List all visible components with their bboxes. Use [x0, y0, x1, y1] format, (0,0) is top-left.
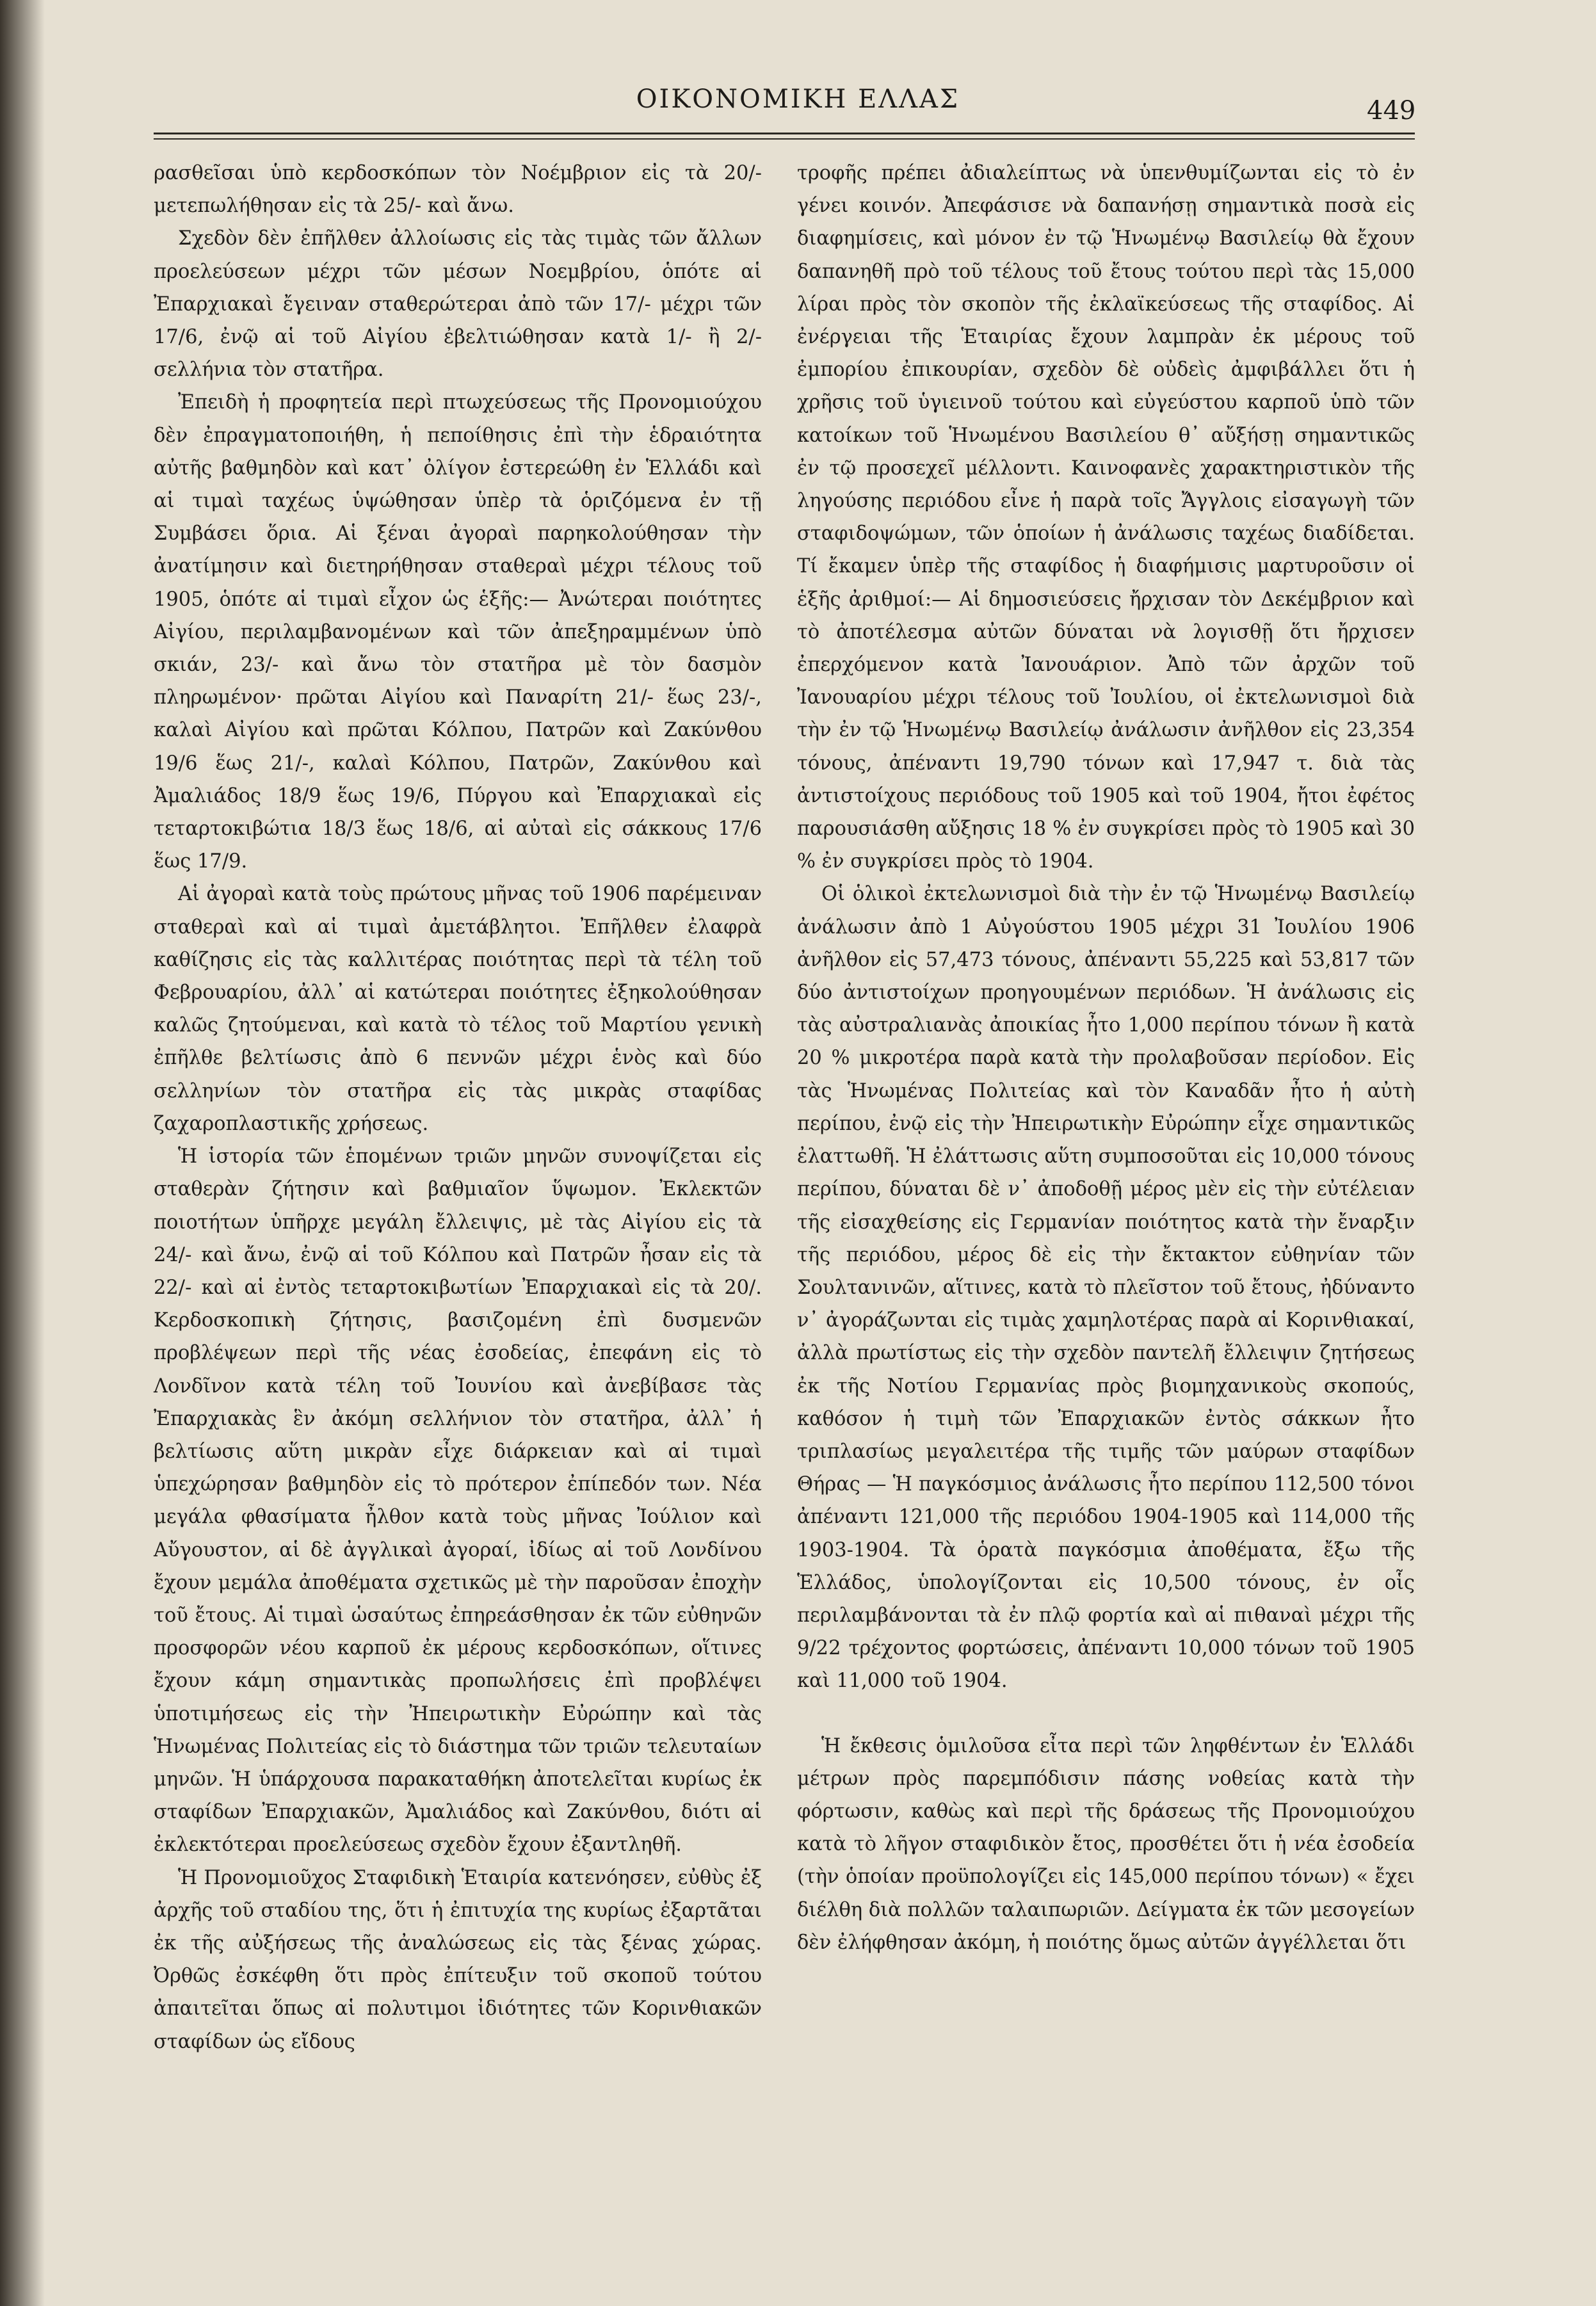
paragraph: Οἱ ὁλικοὶ ἐκτελωνισμοὶ διὰ τὴν ἐν τῷ Ἡνωμένῳ Βασιλείῳ ἀνάλωσιν ἀπὸ 1 Αὐγούστου 1905 μέχρι 31 Ἰουλίου 1906 ἀνῆλθον εἰς 57,473 τόνους, ἀπέναντι 55,225 καὶ 53,817 τῶν δύο ἀντιστοίχων προηγουμένων περιόδων. Ἡ ἀνάλωσις εἰς τὰς αὐστραλιανὰς ἀποικίας ἦτο 1,000 περίπου τόνων ἢ κατὰ 20 % μικροτέρα παρὰ κατὰ τὴν προλαβοῦσαν περίοδον. Εἰς τὰς Ἡνωμένας Πολιτείας καὶ τὸν Καναδᾶν ἦτο ἡ αὐτὴ περίπου, ἐνῷ εἰς τὴν Ἠπειρωτικὴν Εὐρώπην εἶχε σημαντικῶς ἐλαττωθῆ. Ἡ ἐλάττωσις αὕτη συμποσοῦται εἰς 10,000 τόνους περίπου, δύναται δὲ ν᾽ ἀποδοθῇ μέρος μὲν εἰς τὴν εὐτέλειαν τῆς εἰσαχθείσης εἰς Γερμανίαν ποιότητος κατὰ τὴν ἔναρξιν τῆς περιόδου, μέρος δὲ εἰς τὴν ἔκτακτον εὐθηνίαν τῶν Σουλτανινῶν, αἵτινες, κατὰ τὸ πλεῖστον τοῦ ἔτους, ἠδύναντο ν᾽ ἀγοράζωνται εἰς τιμὰς χαμηλοτέρας παρὰ αἱ Κορινθιακαί, ἀλλὰ πρωτίστως εἰς τὴν σχεδὸν παντελῆ ἔλλειψιν ζητήσεως ἐκ τῆς Νοτίου Γερμανίας πρὸς βιομηχανικοὺς σκοπούς, καθόσον ἡ τιμὴ τῶν Ἐπαρχιακῶν ἐντὸς σάκκων ἦτο τριπλασίως μεγαλειτέρα τῆς τιμῆς τῶν μαύρων σταφίδων Θήρας — Ἡ παγκόσμιος ἀνάλωσις ἦτο περίπου 112,500 τόνοι ἀπέναντι 121,000 τῆς περιόδου 1904-1905 καὶ 114,000 τῆς 1903-1904. Τὰ ὁρατὰ παγκόσμια ἀποθέματα, ἔξω τῆς Ἑλλάδος, ὑπολογίζονται εἰς 10,500 τόνους, ἐν οἷς περιλαμβάνονται τὰ ἐν πλῷ φορτία καὶ αἱ πιθαναὶ μέχρι τῆς 9/22 τρέχοντος φορτώσεις, ἀπέναντι 10,000 τόνων τοῦ 1905 καὶ 11,000 τοῦ 1904. — [797, 883, 1415, 1693]
paragraph: Ἡ ἱστορία τῶν ἑπομένων τριῶν μηνῶν συνοψίζεται εἰς σταθερὰν ζήτησιν καὶ βαθμιαῖον ὕψωμον. Ἐκλεκτῶν ποιοτήτων ὑπῆρχε μεγάλη ἔλλειψις, μὲ τὰς Αἰγίου εἰς τὰ 24/- καὶ ἄνω, ἐνῷ αἱ τοῦ Κόλπου καὶ Πατρῶν ἦσαν εἰς τὰ 22/- καὶ αἱ ἐντὸς τεταρτοκιβωτίων Ἐπαρχιακαὶ εἰς τὰ 20/. Κερδοσκοπικὴ ζήτησις, βασιζομένη ἐπὶ δυσμενῶν προβλέψεων περὶ τῆς νέας ἐσοδείας, ἐπεφάνη εἰς τὸ Λονδῖνον κατὰ τέλη τοῦ Ἰουνίου καὶ ἀνεβίβασε τὰς Ἐπαρχιακὰς ἓν ἀκόμη σελλήνιον τὸν στατῆρα, ἀλλ᾽ ἡ βελτίωσις αὕτη μικρὰν εἶχε διάρκειαν καὶ αἱ τιμαὶ ὑπεχώρησαν βαθμηδὸν εἰς τὸ πρότερον ἐπίπεδόν των. Νέα μεγάλα φθασίματα ἦλθον κατὰ τοὺς μῆνας Ἰούλιον καὶ Αὔγουστον, αἱ δὲ ἀγγλικαὶ ἀγοραί, ἰδίως αἱ τοῦ Λονδίνου ἔχουν μεμάλα ἀποθέματα σχετικῶς μὲ τὴν παροῦσαν ἐποχὴν τοῦ ἔτους. Αἱ τιμαὶ ὡσαύτως ἐπηρεάσθησαν ἐκ τῶν εὐθηνῶν προσφορῶν νέου καρποῦ ἐκ μέρους κερδοσκόπων, οἵτινες ἔχουν κάμη σημαντικὰς προπωλήσεις ἐπὶ προβλέψει ὑποτιμήσεως εἰς τὴν Ἠπειρωτικὴν Εὐρώπην καὶ τὰς Ἡνωμένας Πολιτείας εἰς τὸ διάστημα τῶν τριῶν τελευταίων μηνῶν. Ἡ ὑπάρχουσα παρακαταθήκη ἀποτελεῖται κυρίως ἐκ σταφίδων Ἐπαρχιακῶν, Ἀμαλιάδος καὶ Ζακύνθου, διότι αἱ ἐκλεκτότεραι προελεύσεως σχεδὸν ἔχουν ἐξαντληθῆ. — [154, 1145, 762, 1857]
header-rule-bottom — [154, 138, 1415, 140]
page-gutter-shadow — [0, 0, 45, 2306]
right-column — [797, 157, 1415, 1959]
page-number: 449 — [1367, 96, 1416, 125]
left-column — [154, 157, 762, 2058]
paragraph: τροφῆς πρέπει ἀδιαλείπτως νὰ ὑπενθυμίζωνται εἰς τὸ ἐν γένει κοινόν. Ἀπεφάσισε νὰ δαπανήσῃ σημαντικὰ ποσὰ εἰς διαφημίσεις, καὶ μόνον ἐν τῷ Ἡνωμένῳ Βασιλείῳ θὰ ἔχουν δαπανηθῆ πρὸ τοῦ τέλους τοῦ ἔτους τούτου περὶ τὰς 15,000 λίραι πρὸς τὸν σκοπὸν τῆς ἐκλαϊκεύσεως τῆς σταφίδος. Αἱ ἐνέργειαι τῆς Ἑταιρίας ἔχουν λαμπρὰν ἐκ μέρους τοῦ ἐμπορίου ἐπικουρίαν, σχεδὸν δὲ οὐδεὶς ἀμφιβάλλει ὅτι ἡ χρῆσις τοῦ ὑγιεινοῦ τούτου καὶ εὐγεύστου καρποῦ ὑπὸ τῶν κατοίκων τοῦ Ἡνωμένου Βασιλείου θ᾽ αὔξήσῃ σημαντικῶς ἐν τῷ προσεχεῖ μέλλοντι. Καινοφανὲς χαρακτηριστικὸν τῆς ληγούσης περιόδου εἶνε ἡ παρὰ τοῖς Ἄγγλοις εἰσαγωγὴ τῶν σταφιδοψώμων, τῶν ὁποίων ἡ ἀνάλωσις ταχέως διαδίδεται. Τί ἔκαμεν ὑπὲρ τῆς σταφίδος ἡ διαφήμισις μαρτυροῦσιν οἱ ἑξῆς ἀριθμοί:— Αἱ δημοσιεύσεις ἤρχισαν τὸν Δεκέμβριον καὶ τὸ ἀποτέλεσμα αὐτῶν δύναται νὰ λογισθῇ ὅτι ἤρχισεν ἐπερχόμενον κατὰ Ἰανουάριον. Ἀπὸ τῶν ἀρχῶν τοῦ Ἰανουαρίου μέχρι τέλους τοῦ Ἰουλίου, οἱ ἐκτελωνισμοὶ διὰ τὴν ἐν τῷ Ἡνωμένῳ Βασιλείῳ ἀνάλωσιν ἀνῆλθον εἰς 23,354 τόνους, ἀπέναντι 19,790 τόνων καὶ 17,947 τ. διὰ τὰς ἀντιστοίχους περιόδους τοῦ 1905 καὶ τοῦ 1904, ἤτοι ἐφέτος παρουσιάσθη αὔξησις 18 % ἐν συγκρίσει πρὸς τὸ 1905 καὶ 30 % ἐν συγκρίσει πρὸς τὸ 1904. — [797, 162, 1415, 873]
paragraph: Σχεδὸν δὲν ἐπῆλθεν ἀλλοίωσις εἰς τὰς τιμὰς τῶν ἄλλων προελεύσεων μέχρι τῶν μέσων Νοεμβρίου, ὁπότε αἱ Ἐπαρχιακαὶ ἔγειναν σταθερώτεραι ἀπὸ τῶν 17/- μέχρι τῶν 17/6, ἐνῷ αἱ τοῦ Αἰγίου ἐβελτιώθησαν κατὰ 1/- ἢ 2/- σελλήνια τὸν στατῆρα. — [154, 227, 762, 382]
paragraph: Ἐπειδὴ ἡ προφητεία περὶ πτωχεύσεως τῆς Προνομιούχου δὲν ἐπραγματοποιήθη, ἡ πεποίθησις ἐπὶ τὴν ἑδραιότητα αὐτῆς βαθμηδὸν καὶ κατ᾽ ὀλίγον ἐστερεώθη ἐν Ἑλλάδι καὶ αἱ τιμαὶ ταχέως ὑψώθησαν ὑπὲρ τὰ ὁριζόμενα ἐν τῇ Συμβάσει ὅρια. Αἱ ξέναι ἀγοραὶ παρηκολούθησαν τὴν ἀνατίμησιν καὶ διετηρήθησαν σταθεραὶ μέχρι τέλους τοῦ 1905, ὁπότε αἱ τιμαὶ εἶχον ὡς ἑξῆς:— Ἀνώτεραι ποιότητες Αἰγίου, περιλαμβανομένων καὶ τῶν ἀπεξηραμμένων ὑπὸ σκιάν, 23/- καὶ ἄνω τὸν στατῆρα μὲ τὸν δασμὸν πληρωμένον· πρῶται Αἰγίου καὶ Παναρίτη 21/- ἕως 23/-, καλαὶ Αἰγίου καὶ πρῶται Κόλπου, Πατρῶν καὶ Ζακύνθου 19/6 ἕως 21/-, καλαὶ Κόλπου, Πατρῶν, Ζακύνθου καὶ Ἀμαλιάδος 18/9 ἕως 19/6, Πύργου καὶ Ἐπαρχιακαὶ εἰς τεταρτοκιβώτια 18/3 ἕως 18/6, αἱ αὐταὶ εἰς σάκκους 17/6 ἕως 17/9. — [154, 391, 762, 873]
paragraph: Ἡ Προνομιοῦχος Σταφιδικὴ Ἑταιρία κατενόησεν, εὐθὺς ἐξ ἀρχῆς τοῦ σταδίου της, ὅτι ἡ ἐπιτυχία της κυρίως ἐξαρτᾶται ἐκ τῆς αὐξήσεως τῆς ἀναλώσεως εἰς τὰς ξένας χώρας. Ὀρθῶς ἐσκέφθη ὅτι πρὸς ἐπίτευξιν τοῦ σκοποῦ τούτου ἀπαιτεῖται ὅπως αἱ πολυτιμοι ἰδιότητες τῶν Κορινθιακῶν σταφίδων ὡς εἴδους — [154, 1866, 762, 2053]
paragraph: ρασθεῖσαι ὑπὸ κερδοσκόπων τὸν Νοέμβριον εἰς τὰ 20/- μετεπωλήθησαν εἰς τὰ 25/- καὶ ἄνω. — [154, 162, 762, 218]
paragraph: Αἱ ἀγοραὶ κατὰ τοὺς πρώτους μῆνας τοῦ 1906 παρέμειναν σταθεραὶ καὶ αἱ τιμαὶ ἀμετάβλητοι. Ἐπῆλθεν ἐλαφρὰ καθίζησις εἰς τὰς καλλιτέρας ποιότητας περὶ τὰ τέλη τοῦ Φεβρουαρίου, ἀλλ᾽ αἱ κατώτεραι ποιότητες ἐξηκολούθησαν καλῶς ζητούμεναι, καὶ κατὰ τὸ τέλος τοῦ Μαρτίου γενικὴ ἐπῆλθε βελτίωσις ἀπὸ 6 πεννῶν μέχρι ἑνὸς καὶ δύο σελληνίων τὸν στατῆρα εἰς τὰς μικρὰς σταφίδας ζαχαροπλαστικῆς χρήσεως. — [154, 883, 762, 1135]
running-header-title: ΟΙΚΟΝΟΜΙΚΗ ΕΛΛΑΣ — [636, 85, 960, 114]
paragraph: Ἡ ἔκθεσις ὁμιλοῦσα εἶτα περὶ τῶν ληφθέντων ἐν Ἑλλάδι μέτρων πρὸς παρεμπόδισιν πάσης νοθείας κατὰ τὴν φόρτωσιν, καθὼς καὶ περὶ τῆς δράσεως τῆς Προνομιούχου κατὰ τὸ λῆγον σταφιδικὸν ἔτος, προσθέτει ὅτι ἡ νέα ἐσοδεία (τὴν ὁποίαν προϋπολογίζει εἰς 145,000 περίπου τόνων) « ἔχει διέλθη διὰ πολλῶν ταλαιπωριῶν. Δείγματα ἐκ τῶν μεσογείων δὲν ἐλήφθησαν ἀκόμη, ἡ ποιότης ὅμως αὐτῶν ἀγγέλλεται ὅτι — [797, 1734, 1415, 1954]
header-rule-top — [154, 133, 1415, 134]
